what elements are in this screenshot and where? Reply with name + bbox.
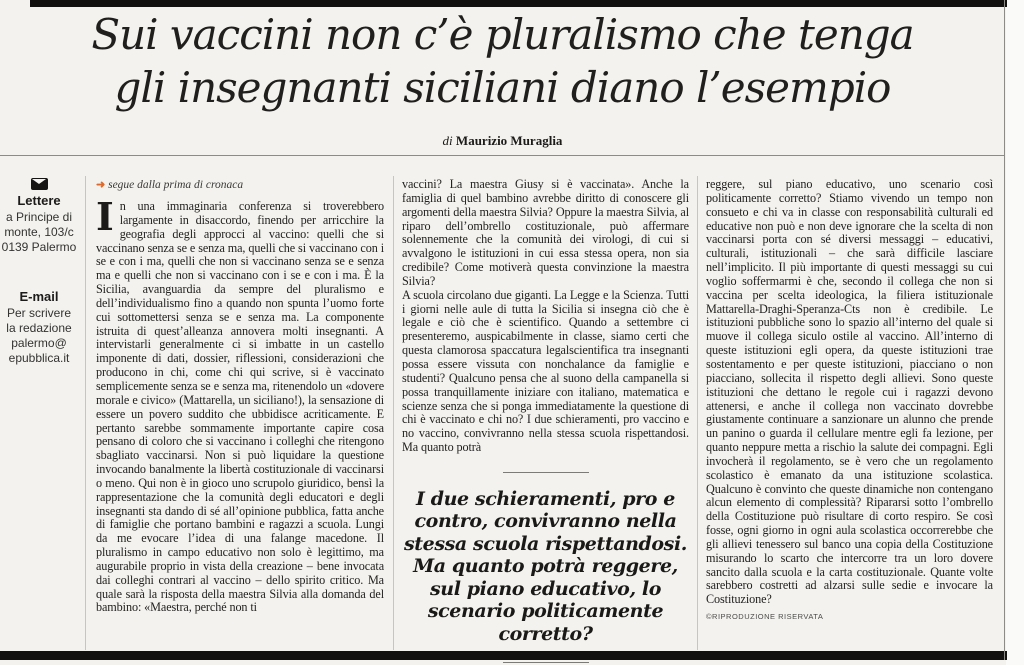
letters-address-line: monte, 103/c <box>4 225 74 239</box>
letters-title: Lettere <box>17 193 61 208</box>
header-divider <box>0 155 1005 156</box>
email-address-line: epubblica.it <box>8 351 70 365</box>
article-column-1 <box>96 178 384 615</box>
continuation-kicker <box>96 178 384 191</box>
email-title: E-mail <box>19 289 59 304</box>
letters-address-line: 0139 Palermo <box>1 240 77 254</box>
article-column-2 <box>402 178 689 663</box>
page-right-edge-rule <box>1004 0 1005 660</box>
article-paragraph: vaccini? La maestra Giusy si è vaccinata». Anche la famiglia di quel bambino avrebbe diritto di conoscere gli argomenti della maestra Silvia? Oppure la maestra Silvia, al riparo dell’ombrello costituzionale, può affermare solennemente che la comunità dei virologi, di cui si avvalgono le istituzioni in cui essa stessa opera, non sia credibile? Come motiverà questa convinzione la maestra Silvia? <box>402 177 689 288</box>
pullquote-bottom-rule <box>503 662 589 663</box>
kicker-arrow-icon: ➜ <box>96 179 106 191</box>
paragraph-text: n una immaginaria conferenza si troverebbero largamente in disaccordo, finendo per arricchire la geografia degli approcci al vaccino: quelli che si vaccinano senza se e senza ma, quelli che si vaccinano con i se e con i ma, quelli che non si vaccinano senza se e senza ma e quelli che non si vaccinano con i se e con i ma. È la Sicilia, avanguardia da sempre del pluralismo e dell’individualismo fino a quando non spunta l’uomo forte cui sottomettersi senza se e senza ma. La componente istruita di quest’alleanza annovera molti insegnanti. A intervistarli generalmente ci si imbatte in un castello imponente di dati, dossier, riflessioni, considerazioni che producono in chi, come chi qui scrive, si è vaccinato semplicemente senza se e senza ma, ritenendolo un «dovere morale e civico» (Mattarella, un siciliano!), la sensazione di essere un povero suddito che ubbidisce acriticamente. E pertanto sarebbe sommamente importante capire cosa pensano di coloro che si vaccinano i colleghi che ritengono sbagliato vaccinarsi. Non si può liquidare la questione invocando banalmente la libertà costituzionale di vaccinarsi o meno. Qui non è in gioco uno scrupolo giuridico, bensì la rappresentazione che la comunità degli educatori e degli insegnanti sta dando di sé all’opinione pubblica, fatta anche di famiglie che portano bambini e ragazzi a scuola. Lungi da me evocare l’idea di una falange macedone. Il pluralismo in campo educativo non solo è legittimo, ma augurabile proprio in vista della creazione – bene invocata dai colleghi contrari al vaccino – dello spirito critico. Ma quale sarà la risposta della maestra Silvia alla domanda del bambino: «Maestra, perché non ti <box>96 199 384 615</box>
pullquote-top-rule <box>503 472 589 473</box>
drop-cap: I <box>96 194 114 239</box>
headline-line-1: Sui vaccini non c’è pluralismo che tenga <box>91 10 914 59</box>
sidebar-spacer <box>0 255 78 289</box>
kicker-text: segue dalla prima di cronaca <box>108 179 244 191</box>
column-divider <box>393 176 394 650</box>
email-line: Per scrivere <box>6 306 71 320</box>
article-paragraph: A scuola circolano due giganti. La Legge e la Scienza. Tutti i giorni nelle aule di tutta la Sicilia si insegna ciò che è legale e ciò che è scientifico. Quando a settembre ci presenteremo, auspicabilmente in classe, siamo certi che questa clamorosa spaccatura legalscientifica tra insegnanti possa essere vissuta con nonchalance da famiglie e studenti? Qualcuno pensa che al suono della campanella si possa tranquillamente iniziare con italiano, matematica e scienze senza che si ponga immediatamente la questione di chi è vaccinato e chi no? I due schieramenti, pro vaccino e no vaccino, convivranno nella stessa scuola rispettandosi. Ma quanto potrà <box>402 287 689 455</box>
article-headline <box>0 8 1005 114</box>
column-divider <box>697 176 698 650</box>
sidebar-column-divider <box>85 176 86 650</box>
email-address-line: palermo@ <box>11 336 67 350</box>
page-outer-margin <box>1006 0 1024 665</box>
article-paragraph <box>96 194 384 615</box>
top-black-rule <box>30 0 1007 7</box>
byline <box>0 133 1005 149</box>
copyright-notice: ©RIPRODUZIONE RISERVATA <box>706 612 824 622</box>
bottom-black-rule <box>0 651 1007 660</box>
email-line: la redazione <box>6 321 72 335</box>
letters-address-line: a Principe di <box>5 210 73 224</box>
letters-sidebar <box>0 178 78 366</box>
byline-prefix: di <box>442 133 453 148</box>
byline-author: Maurizio Muraglia <box>455 133 563 148</box>
headline-line-2: gli insegnanti siciliani diano l’esempio <box>114 63 891 112</box>
article-paragraph: reggere, sul piano educativo, uno scenario così politicamente corretto? Stiamo vivendo un tempo non consueto e chi va in classe con responsabilità culturali ed educative non può e non deve ignorare che la scelta di non vaccinarsi porta con sé diversi messaggi – educativi, culturali, istituzionali – che sarà difficile lasciare nell’implicito. Il più importante di questi messaggi su cui voglio soffermarmi è che, secondo il collega che non si vaccina per scelta ideologica, la filiera istituzionale Mattarella-Draghi-Speranza-Cts non è credibile. Le istituzioni pubbliche sono lo spazio all’interno del quale si muove il collega siculo ostile al vaccino. All’interno di queste istituzioni egli opera, da queste istituzioni trae sostentamento e per queste istituzioni, piacciano o non piacciano, sollecita il rispetto degli allievi. Sono queste istituzioni che dettano le regole cui i ragazzi devono attenersi, e anche il collega non vaccinato dovrebbe giustamente continuare a sanzionare un alunno che prende un panino o guarda il cellulare mentre egli fa lezione, per quanto neppure metta a rischio la salute dei compagni. Egli invocherà il regolamento, se è vero che un regolamento scolastico è emanato da una istituzione scolastica. Qualcuno è convinto che queste dinamiche non contengano alcun elemento di complessità? Ripararsi sotto l’ombrello della Costituzione può risultare di corto respiro. Se così fosse, ogni giorno in ogni aula scolastica occorrerebbe che gli allievi tenessero sul banco una copia della Costituzione misurando lo scarto che intercorre tra un loro dovere sancito dalla scuola e la carta costituzionale. Quante volte sarebbero costretti ad alzarsi sulle sedie e invocare la Costituzione? <box>706 177 993 607</box>
envelope-icon <box>31 178 48 190</box>
article-column-3 <box>706 178 993 621</box>
pullquote: I due schieramenti, pro e contro, convivranno nella stessa scuola rispettandosi. Ma quanto potrà reggere, sul piano educativo, lo scenario politicamente corretto? <box>403 487 688 645</box>
